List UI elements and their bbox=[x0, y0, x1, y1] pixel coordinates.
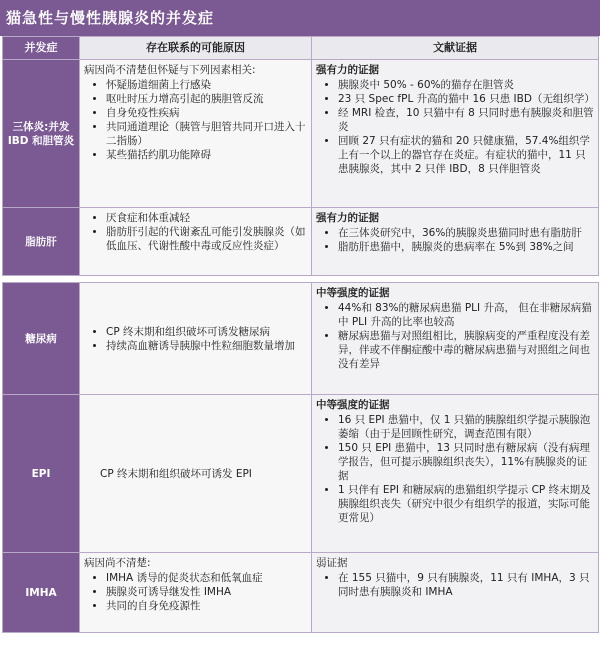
list-item: • 经 MRI 检查，10 只猫中有 8 只同时患有胰腺炎和胆管炎 bbox=[338, 106, 594, 134]
list-item: • 在三体炎研究中，36%的胰腺炎患猫同时患有脂肪肝 bbox=[338, 226, 594, 240]
list-item: • 胰腺炎可诱导继发性 IMHA bbox=[106, 585, 307, 599]
causes-cell bbox=[80, 283, 312, 395]
header-causes: 存在联系的可能原因 bbox=[80, 37, 312, 60]
list-item: • 某些猫括约肌功能障碍 bbox=[106, 148, 307, 162]
page-title: 猫急性与慢性胰腺炎的并发症 bbox=[0, 0, 600, 36]
evidence-strength: 弱证据 bbox=[316, 557, 348, 569]
evidence-strength: 强有力的证据 bbox=[316, 212, 379, 224]
evidence-cell bbox=[312, 60, 599, 208]
evidence-strength: 强有力的证据 bbox=[316, 64, 379, 76]
list-item: • 150 只 EPI 患猫中，13 只同时患有糖尿病（没有病理学报告，但可提示胰腺组织丧失），11%有胰腺炎的证据 bbox=[338, 441, 594, 483]
causes-intro: 病因尚不清楚: bbox=[84, 557, 151, 569]
causes-list bbox=[84, 571, 307, 613]
list-item: • 44%和 83%的糖尿病患猫 PLI 升高， 但在非糖尿病猫中 PLI 升高的比率也较高 bbox=[338, 301, 594, 329]
causes-intro: 病因尚不清楚但怀疑与下列因素相关: bbox=[84, 64, 256, 76]
table-row bbox=[3, 208, 599, 276]
list-item: • 厌食症和体重减轻 bbox=[106, 211, 307, 225]
list-item: • 1 只伴有 EPI 和糖尿病的患猫组织学提示 CP 终末期及胰腺组织丧失（研究中很少有组织学的报道，实际可能更常见） bbox=[338, 483, 594, 525]
list-item: • 呕吐时压力增高引起的胰胆管反流 bbox=[106, 92, 307, 106]
row-spacer bbox=[3, 276, 599, 283]
table-row bbox=[3, 60, 599, 208]
evidence-strength: 中等强度的证据 bbox=[316, 287, 390, 299]
header-complication: 并发症 bbox=[3, 37, 80, 60]
complication-name: 脂肪肝 bbox=[3, 208, 80, 276]
list-item: • 脂肪肝患猫中，胰腺炎的患病率在 5%到 38%之间 bbox=[338, 240, 594, 254]
header-evidence: 文献证据 bbox=[312, 37, 599, 60]
evidence-cell bbox=[312, 553, 599, 633]
list-item: • 胰腺炎中 50% - 60%的猫存在胆管炎 bbox=[338, 78, 594, 92]
causes-list bbox=[84, 211, 307, 253]
causes-cell bbox=[80, 553, 312, 633]
list-item: • 在 155 只猫中，9 只有胰腺炎，11 只有 IMHA，3 只同时患有胰腺炎和 IMHA bbox=[338, 571, 594, 599]
list-item: • 16 只 EPI 患猫中，仅 1 只猫的胰腺组织学提示胰腺泡萎缩（由于是回顾性研究，调查范围有限） bbox=[338, 413, 594, 441]
causes-text: CP 终末期和组织破坏可诱发 EPI bbox=[100, 468, 252, 480]
evidence-cell bbox=[312, 395, 599, 553]
table-row bbox=[3, 283, 599, 395]
list-item: • 怀疑肠道细菌上行感染 bbox=[106, 78, 307, 92]
list-item: • IMHA 诱导的促炎状态和低氧血症 bbox=[106, 571, 307, 585]
table-row bbox=[3, 553, 599, 633]
evidence-list bbox=[316, 301, 594, 371]
causes-list bbox=[84, 325, 307, 353]
list-item: • 自身免疫性疾病 bbox=[106, 106, 307, 120]
list-item: • 持续高血糖诱导胰腺中性粒细胞数量增加 bbox=[106, 339, 307, 353]
evidence-strength: 中等强度的证据 bbox=[316, 399, 390, 411]
causes-cell bbox=[80, 395, 312, 553]
complication-name: IMHA bbox=[3, 553, 80, 633]
complication-name: 三体炎:并发 IBD 和胆管炎 bbox=[3, 60, 80, 208]
list-item: • CP 终末期和组织破坏可诱发糖尿病 bbox=[106, 325, 307, 339]
causes-cell bbox=[80, 208, 312, 276]
list-item: • 脂肪肝引起的代谢紊乱可能引发胰腺炎（如低血压、代谢性酸中毒或反应性炎症） bbox=[106, 225, 307, 253]
evidence-list bbox=[316, 226, 594, 254]
list-item: • 23 只 Spec fPL 升高的猫中 16 只患 IBD（无组织学） bbox=[338, 92, 594, 106]
causes-list bbox=[84, 78, 307, 162]
evidence-cell bbox=[312, 283, 599, 395]
causes-cell bbox=[80, 60, 312, 208]
evidence-list bbox=[316, 78, 594, 176]
complication-name: EPI bbox=[3, 395, 80, 553]
list-item: • 共同通道理论（胰管与胆管共同开口进入十二指肠） bbox=[106, 120, 307, 148]
list-item: • 糖尿病患猫与对照组相比，胰腺病变的严重程度没有差异，伴或不伴酮症酸中毒的糖尿病患猫与对照组之间也没有差异 bbox=[338, 329, 594, 371]
complications-table bbox=[2, 36, 599, 633]
evidence-list bbox=[316, 413, 594, 525]
list-item: • 回顾 27 只有症状的猫和 20 只健康猫，57.4%组织学上有一个以上的器官存在炎症。有症状的猫中，11 只患胰腺炎，其中 2 只伴 IBD，8 只伴胆管炎 bbox=[338, 134, 594, 176]
complication-name: 糖尿病 bbox=[3, 283, 80, 395]
evidence-cell bbox=[312, 208, 599, 276]
evidence-list bbox=[316, 571, 594, 599]
list-item: • 共同的自身免疫源性 bbox=[106, 599, 307, 613]
table-row bbox=[3, 395, 599, 553]
table-header-row bbox=[3, 37, 599, 60]
